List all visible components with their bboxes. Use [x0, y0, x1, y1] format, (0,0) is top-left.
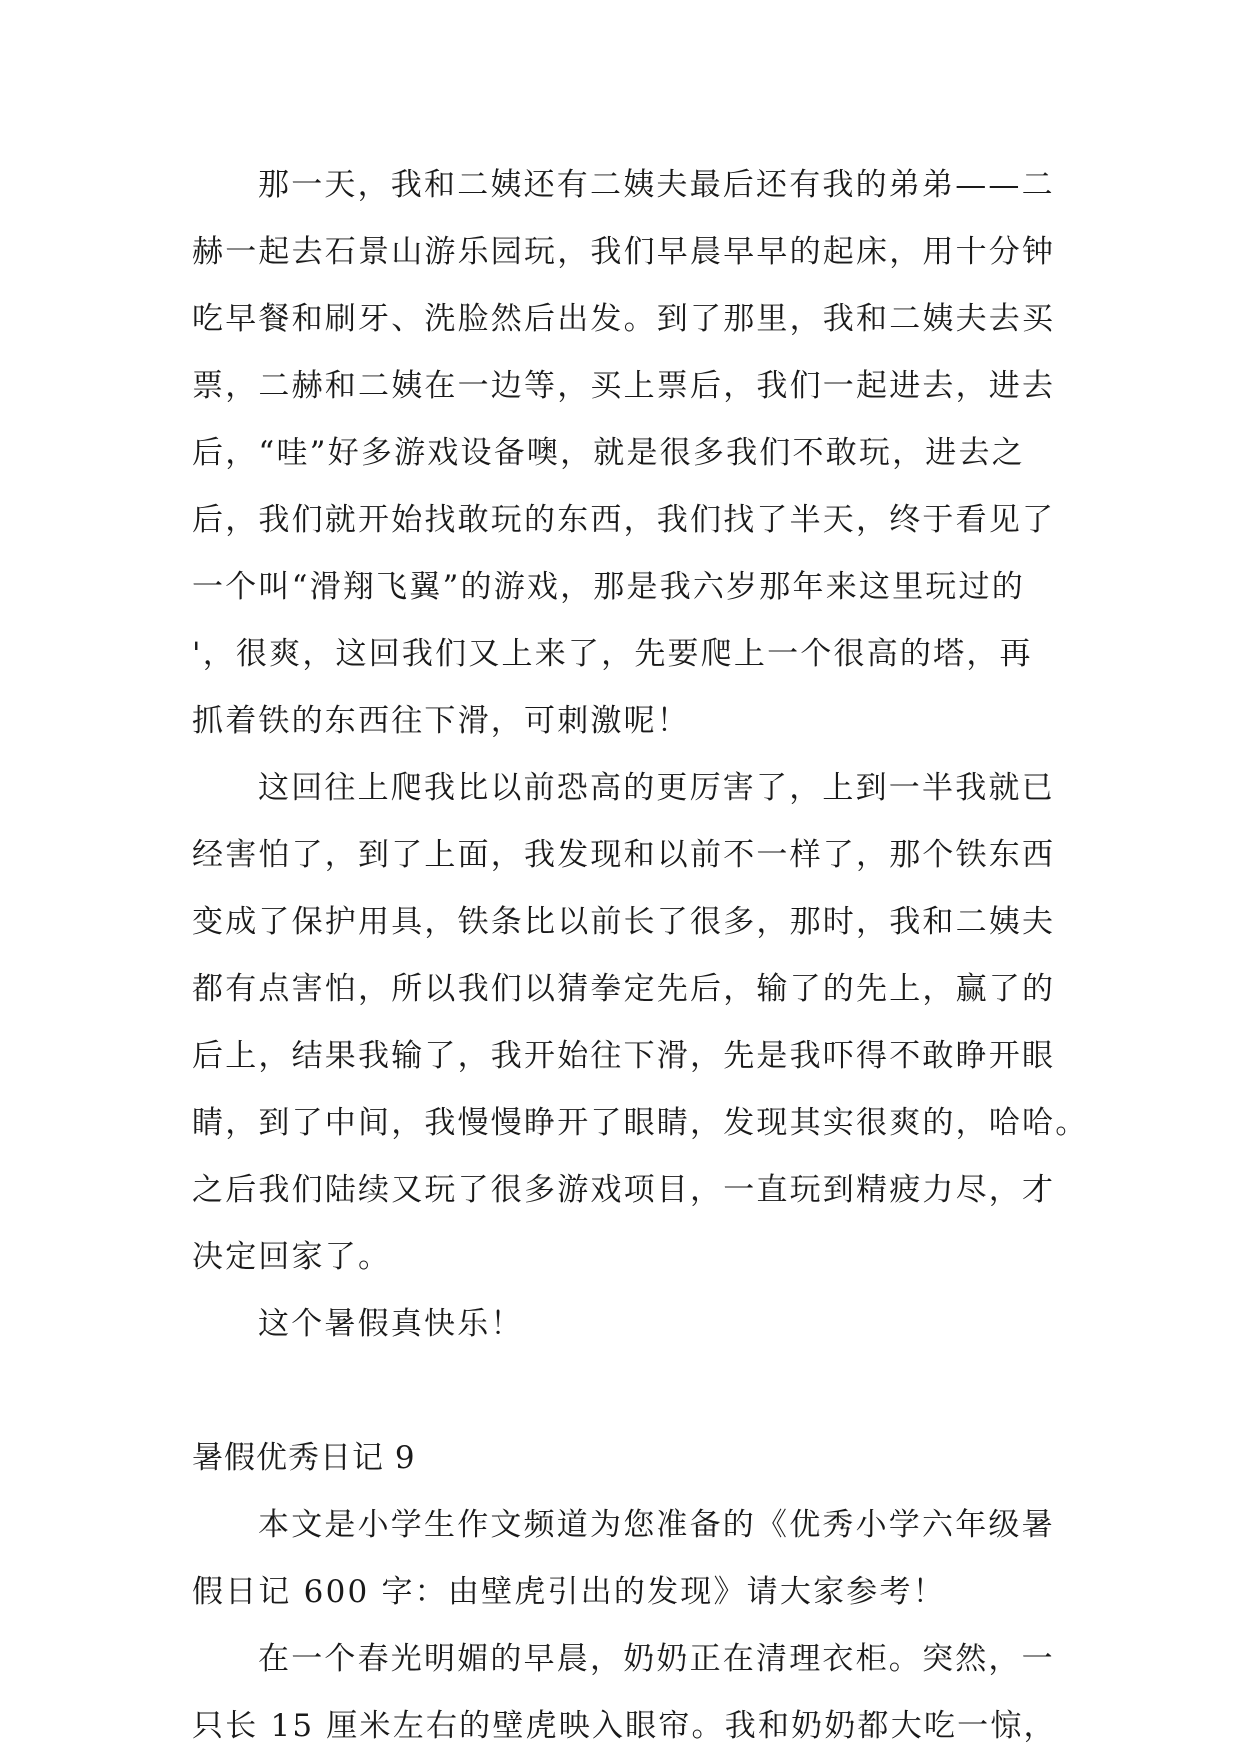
paragraph-1-line-8: '，很爽，这回我们又上来了，先要爬上一个很高的塔，再: [192, 636, 1033, 672]
paragraph-1-line-9: 抓着铁的东西往下滑，可刺激呢！: [192, 703, 690, 739]
section-heading: 暑假优秀日记 9: [192, 1440, 416, 1476]
paragraph-1-line-2: 赫一起去石景山游乐园玩，我们早晨早早的起床，用十分钟: [192, 234, 1056, 270]
paragraph-2-line-8: 决定回家了。: [192, 1239, 392, 1275]
paragraph-2-line-2: 经害怕了，到了上面，我发现和以前不一样了，那个铁东西: [192, 837, 1056, 873]
paragraph-2-line-4: 都有点害怕，所以我们以猜拳定先后，输了的先上，赢了的: [192, 971, 1056, 1007]
paragraph-2-line-1: 这回往上爬我比以前恐高的更厉害了，上到一半我就已: [258, 770, 1055, 806]
paragraph-1-line-4: 票，二赫和二姨在一边等，买上票后，我们一起进去，进去: [192, 368, 1056, 404]
paragraph-4-line-1: 本文是小学生作文频道为您准备的《优秀小学六年级暑: [258, 1507, 1055, 1543]
paragraph-2-line-7: 之后我们陆续又玩了很多游戏项目，一直玩到精疲力尽，才: [192, 1172, 1056, 1208]
paragraph-1-line-3: 吃早餐和刷牙、洗脸然后出发。到了那里，我和二姨夫去买: [192, 301, 1056, 337]
paragraph-5-line-2: 只长 15 厘米左右的壁虎映入眼帘。我和奶奶都大吃一惊，: [192, 1708, 1057, 1744]
paragraph-2-line-6: 睛，到了中间，我慢慢睁开了眼睛，发现其实很爽的，哈哈。: [192, 1105, 1089, 1141]
paragraph-1-line-6: 后，我们就开始找敢玩的东西，我们找了半天，终于看见了: [192, 502, 1056, 538]
paragraph-1-line-5: 后，“哇”好多游戏设备噢，就是很多我们不敢玩，进去之: [192, 435, 1025, 471]
paragraph-5-line-1: 在一个春光明媚的早晨，奶奶正在清理衣柜。突然，一: [258, 1641, 1055, 1677]
paragraph-1-line-1: 那一天，我和二姨还有二姨夫最后还有我的弟弟——二: [258, 167, 1055, 203]
paragraph-2-line-5: 后上，结果我输了，我开始往下滑，先是我吓得不敢睁开眼: [192, 1038, 1056, 1074]
paragraph-3-line-1: 这个暑假真快乐！: [258, 1306, 524, 1342]
paragraph-1-line-7: 一个叫“滑翔飞翼”的游戏，那是我六岁那年来这里玩过的: [192, 569, 1025, 605]
paragraph-4-line-2: 假日记 600 字：由壁虎引出的发现》请大家参考！: [192, 1574, 946, 1610]
paragraph-2-line-3: 变成了保护用具，铁条比以前长了很多，那时，我和二姨夫: [192, 904, 1056, 940]
